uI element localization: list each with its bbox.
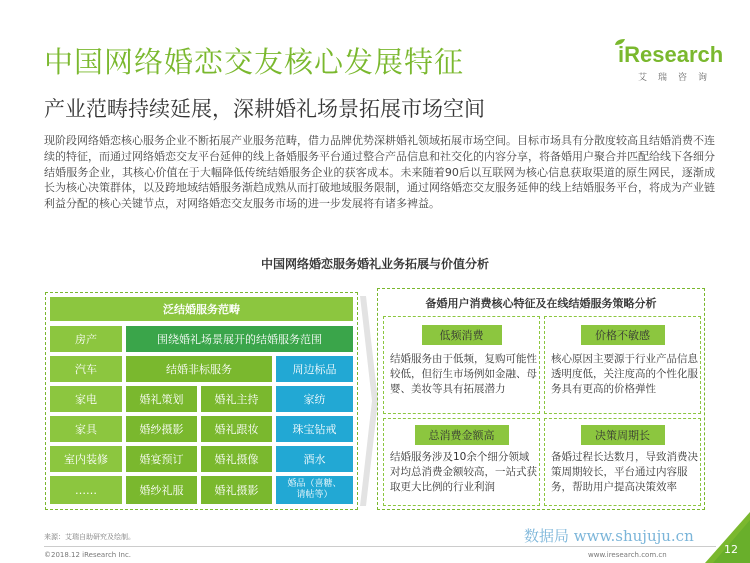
service-cell: 婚礼主持 — [201, 386, 272, 412]
table-header: 泛结婚服务范畴 — [50, 297, 353, 321]
category-cell: 家电 — [50, 386, 122, 412]
copyright-text: ©2018.12 iResearch Inc. — [44, 551, 132, 559]
quadrant-text: 结婚服务由于低频，复购可能性较低，但衍生市场例如金融、母婴、美妆等具有拓展潜力 — [390, 353, 537, 395]
service-cell: 婚礼策划 — [126, 386, 197, 412]
category-cell: 室内装修 — [50, 446, 122, 472]
logo-wordmark: iResearch — [618, 42, 724, 67]
service-cell: 婚纱礼服 — [126, 476, 197, 504]
service-cell: 婚礼摄影 — [201, 476, 272, 504]
page-subtitle: 产业范畴持续延展，深耕婚礼场景拓展市场空间 — [44, 97, 485, 121]
quadrant-tag: 总消费金额高 — [415, 425, 509, 445]
quadrant-tag: 低频消费 — [422, 325, 502, 345]
iresearch-logo — [614, 42, 724, 86]
quadrant-long-decision — [544, 418, 701, 506]
peripheral-goods-cell: 周边标品 — [276, 356, 353, 382]
section-title: 中国网络婚恋服务婚礼业务拓展与价值分析 — [260, 257, 489, 271]
service-cell: 婚纱摄影 — [126, 416, 197, 442]
quadrant-tag: 价格不敏感 — [581, 325, 665, 345]
service-cell: 婚宴预订 — [126, 446, 197, 472]
scope-cell: 围绕婚礼场景展开的结婚服务范围 — [126, 326, 353, 352]
nonstandard-service-cell: 结婚非标服务 — [126, 356, 272, 382]
logo-subtext: 艾瑞咨询 — [638, 73, 719, 83]
category-cell: 家具 — [50, 416, 122, 442]
quadrant-price-insensitive — [544, 316, 701, 414]
quadrant-text: 结婚服务涉及10余个细分领域对均总消费金额较高，一站式获取更大比例的行业利润 — [390, 451, 537, 493]
service-cell: 婚礼摄像 — [201, 446, 272, 472]
source-note: 来源：艾瑞自助研究及绘制。 — [44, 533, 135, 541]
quadrant-tag: 决策周期长 — [581, 425, 665, 445]
goods-cell: 珠宝钻戒 — [276, 416, 353, 442]
goods-line: 婚品（喜糖、 — [287, 479, 342, 489]
category-cell: 房产 — [50, 326, 122, 352]
strategy-title: 备婚用户消费核心特征及在线结婚服务策略分析 — [425, 297, 657, 310]
quadrant-low-frequency — [383, 316, 540, 414]
goods-line: 请帖等） — [296, 490, 333, 500]
watermark-text: 数据局 www.shujuju.cn — [524, 527, 694, 545]
goods-cell: 酒水 — [276, 446, 353, 472]
service-cell: 婚礼跟妆 — [201, 416, 272, 442]
footer-divider — [44, 546, 716, 547]
goods-cell — [276, 476, 353, 504]
category-cell: 汽车 — [50, 356, 122, 382]
page-title: 中国网络婚恋交友核心发展特征 — [44, 45, 465, 79]
service-scope-table — [45, 292, 358, 510]
intro-paragraph: 现阶段网络婚恋核心服务企业不断拓展产业服务范畴，借力品牌优势深耕婚礼领域拓展市场空间。目标市场具有分散度较高且结婚消费不连续的特征，而通过网络婚恋交友平台延伸的线上备婚服务平台通过整合产品信息和社交化的内容分享，将备婚用户聚合并匹配给线下各细分结婚服务企业，其核心价值在于大幅降低传统结婚服务企业的获客成本。未来随着90后以互联网为核心信息获取渠道的原生网民，逐渐成长为核心决策群体，以及跨地域结婚服务渐趋成熟从而打破地域服务限制，通过网络婚恋交友服务延伸的线上结婚服务平台，将成为产业链利益分配的核心关键节点，对网络婚恋交友服务市场的进一步发展将有诸多裨益。 — [44, 134, 715, 211]
quadrant-text: 核心原因主要源于行业产品信息透明度低，关注度高的个性化服务具有更高的价格弹性 — [551, 353, 698, 395]
strategy-analysis-box — [377, 288, 705, 510]
page-number: 12 — [724, 543, 738, 556]
chevron-right-icon — [360, 296, 378, 506]
category-cell: …… — [50, 476, 122, 504]
quadrant-high-spending — [383, 418, 540, 506]
goods-cell: 家纺 — [276, 386, 353, 412]
quadrant-text: 备婚过程长达数月，导致消费决策周期较长，平台通过内容服务，帮助用户提高决策效率 — [551, 451, 698, 493]
website-url: www.iresearch.com.cn — [588, 551, 667, 559]
